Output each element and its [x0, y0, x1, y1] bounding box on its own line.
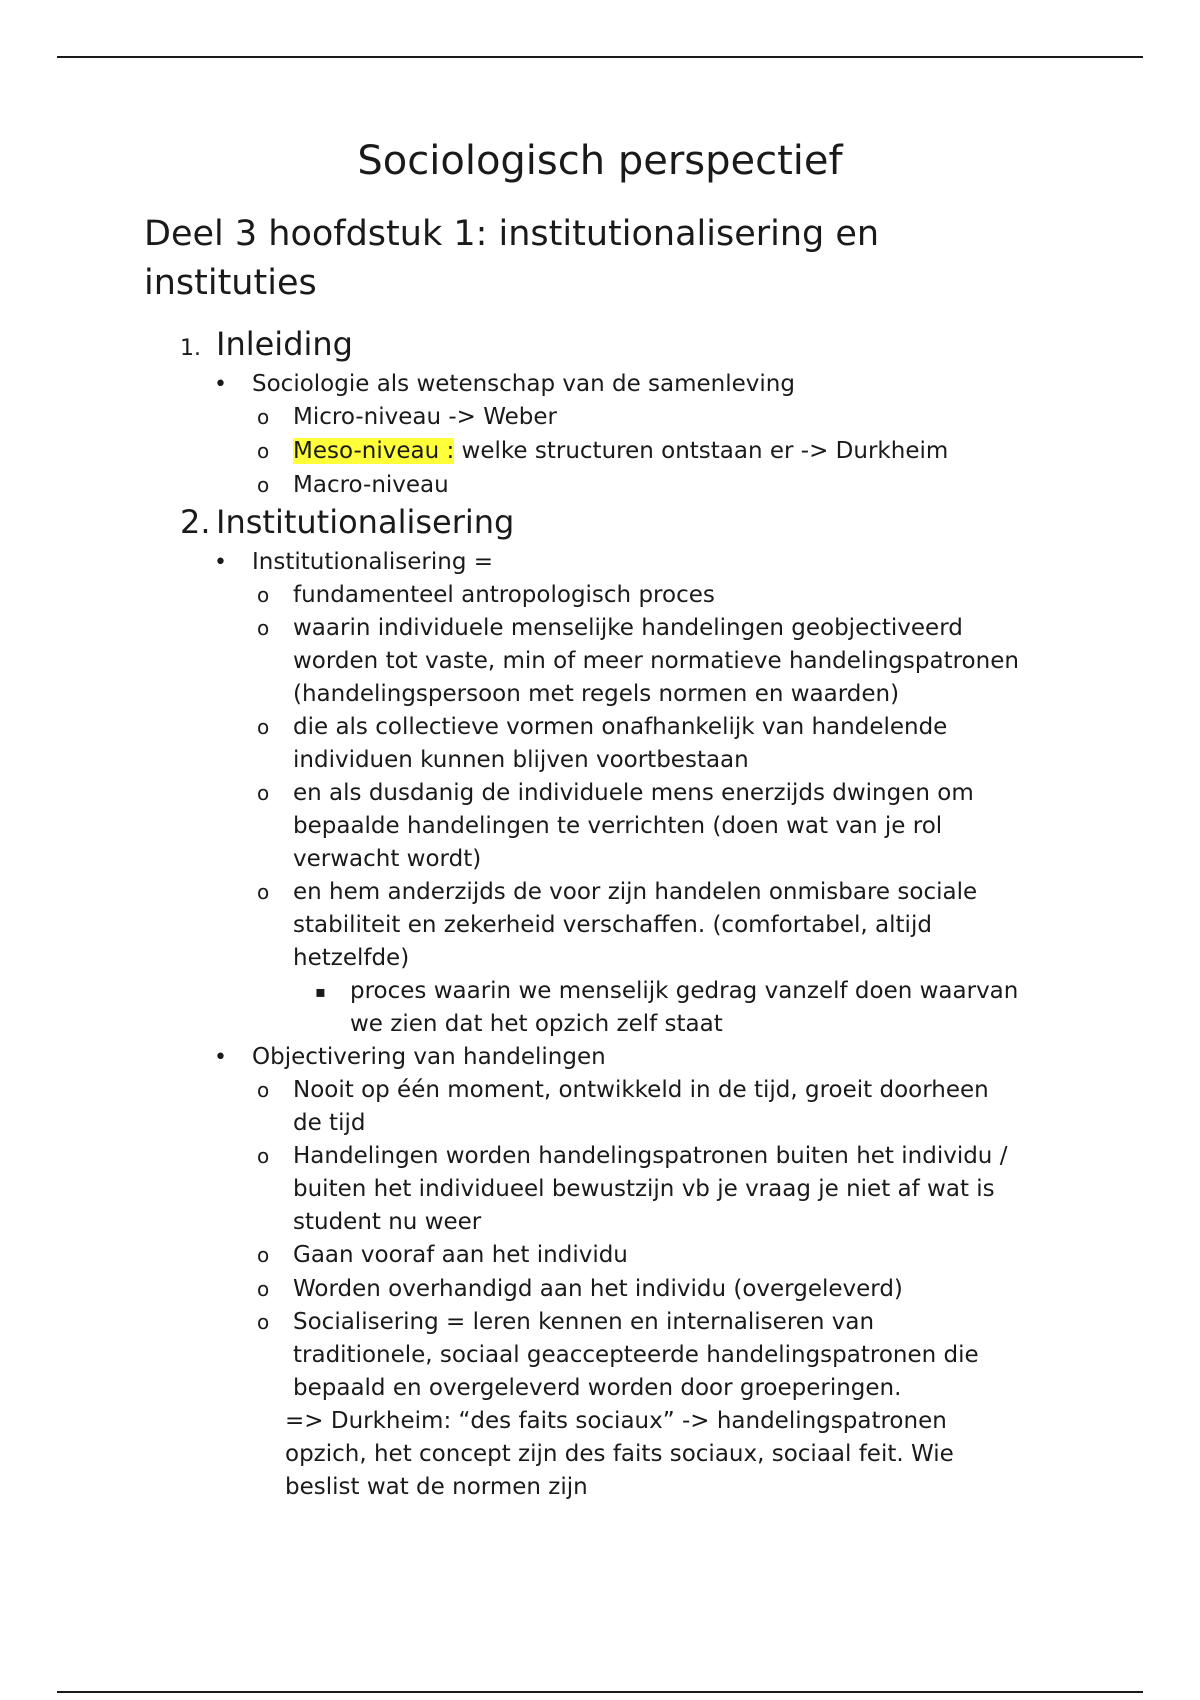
sub-bullet-marker: o [257, 473, 270, 497]
list-item-continuation: worden tot vaste, min of meer normatieve handelingspatronen [293, 648, 1019, 674]
list-item-continuation: traditionele, sociaal geaccepteerde handelingspatronen die [293, 1342, 979, 1368]
sub-bullet-marker: o [257, 781, 270, 805]
list-item: Worden overhandigd aan het individu (overgeleverd) [293, 1276, 903, 1302]
bullet-marker: • [214, 550, 227, 575]
list-item: Nooit op één moment, ontwikkeld in de tijd, groeit doorheen [293, 1077, 989, 1103]
list-item-continuation: we zien dat het opzich zelf staat [350, 1011, 723, 1037]
note-line: => Durkheim: “des faits sociaux” -> handelingspatronen [285, 1408, 947, 1434]
bullet-marker: • [214, 1045, 227, 1070]
chapter-heading: Deel 3 hoofdstuk 1: institutionalisering en instituties [144, 214, 880, 303]
list-item-continuation: bepaalde handelingen te verrichten (doen wat van je rol [293, 813, 943, 839]
sub-bullet-marker: o [257, 715, 270, 739]
sub-bullet-marker: o [257, 616, 270, 640]
section-title: Inleiding [216, 325, 353, 363]
section-number: 1. [180, 336, 201, 361]
bullet-marker: • [214, 372, 227, 397]
section-number: 2. [180, 503, 211, 541]
list-item-continuation: (handelingspersoon met regels normen en waarden) [293, 681, 900, 707]
note-line: beslist wat de normen zijn [285, 1474, 588, 1500]
sub-bullet-marker: o [257, 439, 270, 463]
top-rule [57, 56, 1143, 58]
section-heading-institutionalisering [180, 503, 514, 541]
list-item: die als collectieve vormen onafhankelijk van handelende [293, 714, 948, 740]
list-item: Handelingen worden handelingspatronen buiten het individu / [293, 1143, 1008, 1169]
list-item: fundamenteel antropologisch proces [293, 582, 715, 608]
list-item: Micro-niveau -> Weber [293, 404, 557, 430]
list-item [293, 435, 948, 468]
section-title: Institutionalisering [216, 503, 515, 541]
list-item-continuation: student nu weer [293, 1209, 482, 1235]
sub-bullet-marker: o [257, 880, 270, 904]
section-heading-inleiding [180, 325, 353, 363]
sub-bullet-marker: o [257, 1078, 270, 1102]
list-item-continuation: bepaald en overgeleverd worden door groeperingen. [293, 1375, 902, 1401]
sub-bullet-marker: o [257, 1277, 270, 1301]
list-item-continuation: individuen kunnen blijven voortbestaan [293, 747, 749, 773]
highlighted-text: Meso-niveau : [293, 438, 455, 464]
sub-bullet-marker: o [257, 405, 270, 429]
sub-bullet-marker: o [257, 1243, 270, 1267]
list-item: waarin individuele menselijke handelingen geobjectiveerd [293, 615, 963, 641]
bottom-rule [57, 1691, 1143, 1693]
sub-bullet-marker: o [257, 1144, 270, 1168]
list-item: Institutionalisering = [252, 549, 494, 575]
list-item-continuation: verwacht wordt) [293, 846, 482, 872]
square-bullet-marker: ▪ [315, 982, 326, 1001]
sub-bullet-marker: o [257, 1310, 270, 1334]
sub-bullet-marker: o [257, 583, 270, 607]
list-item-text: welke structuren ontstaan er -> Durkheim [454, 438, 949, 464]
list-item-continuation: hetzelfde) [293, 945, 410, 971]
list-item: Objectivering van handelingen [252, 1044, 606, 1070]
document-title: Sociologisch perspectief [357, 138, 843, 184]
list-item: Macro-niveau [293, 472, 449, 498]
list-item-continuation: stabiliteit en zekerheid verschaffen. (comfortabel, altijd [293, 912, 932, 938]
list-item: proces waarin we menselijk gedrag vanzelf doen waarvan [350, 978, 1019, 1004]
list-item-continuation: buiten het individueel bewustzijn vb je vraag je niet af wat is [293, 1176, 995, 1202]
note-line: opzich, het concept zijn des faits sociaux, sociaal feit. Wie [285, 1441, 954, 1467]
list-item: Socialisering = leren kennen en internaliseren van [293, 1309, 875, 1335]
list-item: Gaan vooraf aan het individu [293, 1242, 628, 1268]
list-item-continuation: de tijd [293, 1110, 366, 1136]
list-item: en hem anderzijds de voor zijn handelen onmisbare sociale [293, 879, 978, 905]
list-item: Sociologie als wetenschap van de samenleving [252, 371, 795, 397]
list-item: en als dusdanig de individuele mens enerzijds dwingen om [293, 780, 974, 806]
